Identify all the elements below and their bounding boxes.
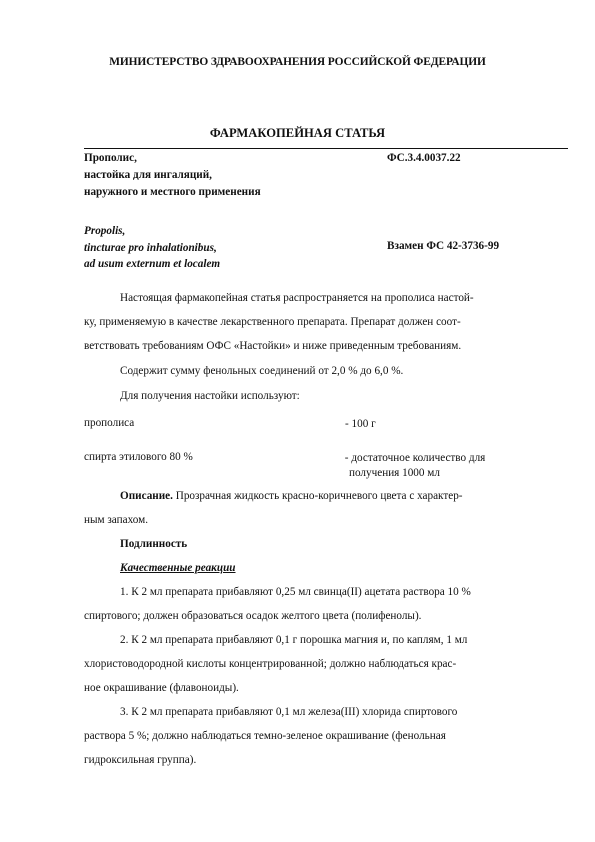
reaction-1-line-2: спиртового; должен образоваться осадок желтого цвета (полифенолы).	[84, 610, 422, 622]
name-lat-line-2: tincturae pro inhalationibus,	[84, 241, 217, 254]
component-2-amount-line-2: получения 1000 мл	[349, 467, 440, 479]
preparation-intro: Для получения настойки используют:	[120, 390, 300, 402]
document-code: ФС.3.4.0037.22	[387, 152, 461, 164]
component-2-amount-line-1: - достаточное количество для	[342, 452, 486, 464]
qualitative-reactions-heading: Качественные реакции	[120, 562, 236, 574]
document-title: ФАРМАКОПЕЙНАЯ СТАТЬЯ	[209, 126, 386, 140]
component-2-name: спирта этилового 80 %	[84, 451, 193, 463]
reaction-3-line-3: гидроксильная группа).	[84, 754, 197, 766]
reaction-2-line-2: хлористоводородной кислоты концентрированной; должно наблюдаться крас-	[84, 658, 457, 670]
description-line-2: ным запахом.	[84, 514, 148, 526]
reaction-1-line-1: 1. К 2 мл препарата прибавляют 0,25 мл свинца(II) ацетата раствора 10 %	[120, 586, 471, 598]
name-russian	[84, 150, 261, 201]
name-ru-line-2: настойка для ингаляций,	[84, 169, 212, 181]
content-statement: Содержит сумму фенольных соединений от 2,0 % до 6,0 %.	[120, 365, 404, 377]
description-line-1	[120, 490, 463, 502]
description-text: Прозрачная жидкость красно-коричневого цвета с характер-	[172, 490, 463, 502]
reaction-3-line-2: раствора 5 %; должно наблюдаться темно-зеленое окрашивание (фенольная	[84, 730, 446, 742]
replaces-note: Взамен ФС 42-3736-99	[387, 240, 500, 252]
name-ru-line-3: наружного и местного применения	[84, 186, 261, 198]
name-lat-line-1: Propolis,	[84, 225, 126, 237]
component-1-amount: - 100 г	[345, 418, 376, 430]
name-ru-line-1: Прополис,	[84, 152, 137, 164]
intro-line-2: ку, применяемую в качестве лекарственного препарата. Препарат должен соот-	[84, 316, 461, 328]
name-latin	[84, 223, 220, 273]
component-1-name: прополиса	[84, 417, 135, 429]
description-label: Описание.	[120, 490, 173, 502]
intro-line-3: ветствовать требованиям ОФС «Настойки» и ниже приведенным требованиям.	[84, 340, 462, 352]
authenticity-heading: Подлинность	[120, 538, 188, 550]
intro-line-1: Настоящая фармакопейная статья распространяется на прополиса настой-	[120, 292, 474, 304]
ministry-heading: МИНИСТЕРСТВО ЗДРАВООХРАНЕНИЯ РОССИЙСКОЙ ФЕДЕРАЦИИ	[109, 56, 486, 68]
reaction-3-line-1: 3. К 2 мл препарата прибавляют 0,1 мл железа(III) хлорида спиртового	[120, 706, 458, 718]
component-2-amount	[342, 451, 485, 481]
name-lat-line-3: ad usum externum et localem	[84, 258, 221, 270]
reaction-2-line-1: 2. К 2 мл препарата прибавляют 0,1 г порошка магния и, по каплям, 1 мл	[120, 634, 468, 646]
header-divider	[84, 148, 568, 149]
reaction-2-line-3: ное окрашивание (флавоноиды).	[84, 682, 239, 694]
